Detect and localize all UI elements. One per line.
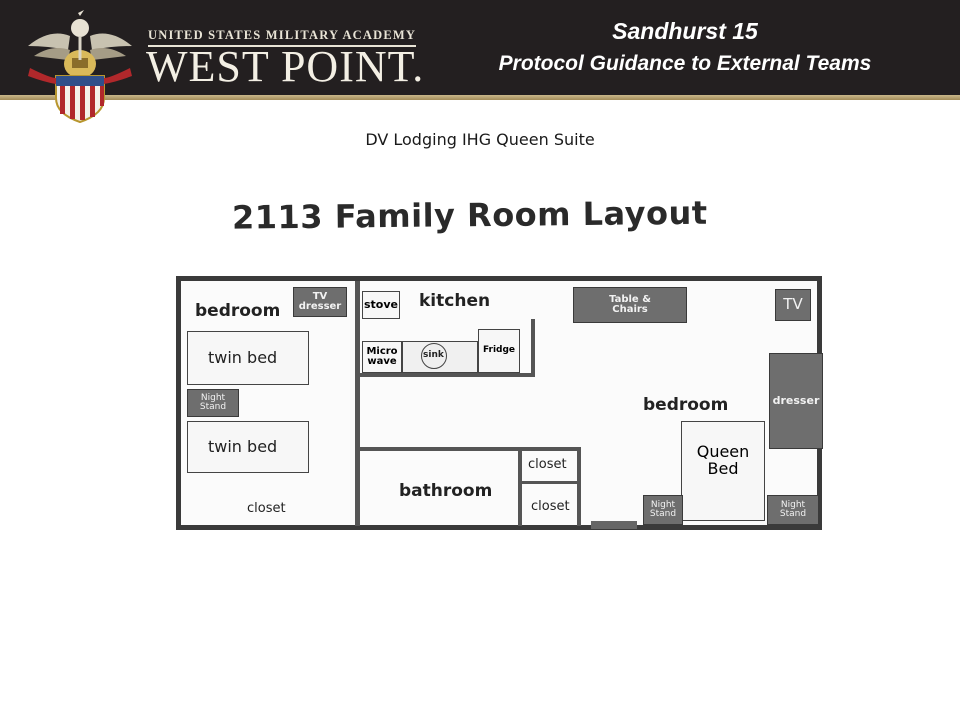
room-label-bathroom: bathroom [399, 481, 493, 501]
closet-mid-bottom-label: closet [531, 499, 570, 514]
floor-plan [176, 276, 822, 530]
wall-bathroom-top [360, 447, 578, 451]
night-stand-left: Night Stand [187, 389, 239, 417]
header-gold-stripe [0, 95, 960, 100]
institution-line: UNITED STATES MILITARY ACADEMY [148, 28, 417, 42]
header-title: Sandhurst 15 [612, 18, 758, 44]
floor-plan-title: 2113 Family Room Layout [231, 193, 708, 237]
night-stand-right-a: Night Stand [643, 495, 683, 525]
wall-bathroom-right [518, 447, 522, 526]
room-label-kitchen: kitchen [419, 291, 491, 311]
room-label-left-bedroom: bedroom [195, 301, 281, 321]
sink-label: sink [423, 350, 444, 360]
wall-left-bedroom [355, 281, 360, 526]
door-marker [591, 521, 637, 529]
wall-closet-divider [522, 481, 577, 484]
institution-name: WEST POINT. [146, 42, 425, 91]
dresser: dresser [769, 353, 823, 449]
west-point-crest-logo [20, 6, 140, 124]
twin-bed-1-label: twin bed [208, 348, 278, 367]
wall-kitchen-right [531, 319, 535, 377]
twin-bed-2-label: twin bed [208, 437, 278, 456]
slide-caption: DV Lodging IHG Queen Suite [365, 130, 595, 149]
wall-closet-right [577, 447, 581, 526]
header-subtitle: Protocol Guidance to External Teams [498, 52, 872, 75]
header-banner [0, 0, 960, 95]
room-label-right-bedroom: bedroom [643, 395, 729, 415]
tv-dresser: TV dresser [293, 287, 347, 317]
twin-bed-1 [187, 331, 309, 385]
table-and-chairs: Table & Chairs [573, 287, 687, 323]
fridge: Fridge [478, 329, 520, 373]
night-stand-right-b: Night Stand [767, 495, 819, 525]
twin-bed-2 [187, 421, 309, 473]
queen-bed: Queen Bed [681, 421, 765, 521]
closet-left-label: closet [247, 501, 286, 516]
closet-mid-top-label: closet [528, 457, 567, 472]
wall-kitchen-bottom [360, 373, 535, 377]
microwave: Micro wave [362, 341, 402, 373]
stove: stove [362, 291, 400, 319]
tv: TV [775, 289, 811, 321]
